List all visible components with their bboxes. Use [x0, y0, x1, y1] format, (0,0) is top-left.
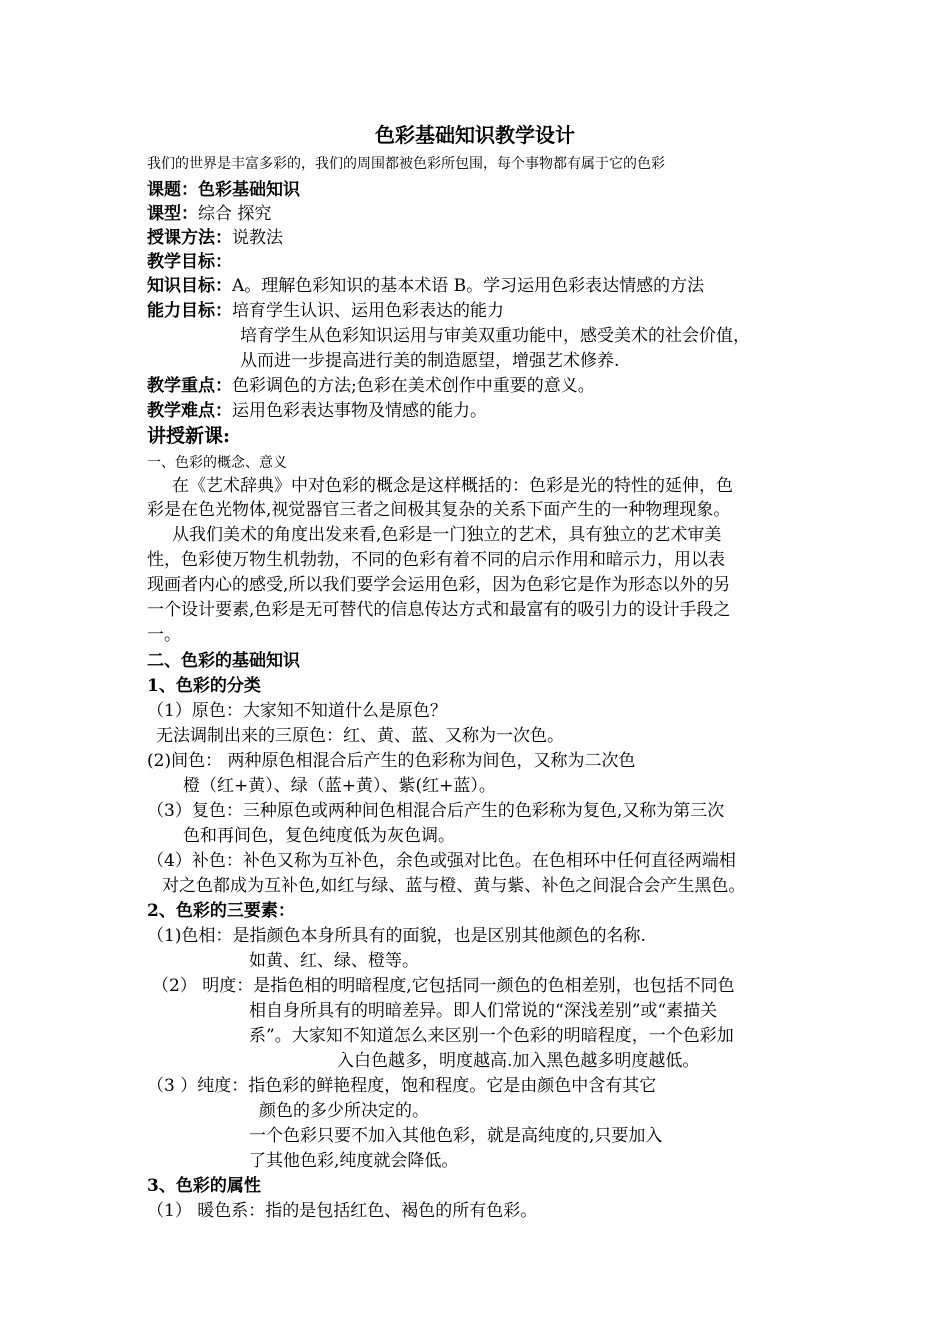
type-label: 课型： [147, 204, 198, 224]
goals-label: 教学目标： [147, 252, 232, 272]
method-value: 说教法 [232, 228, 283, 248]
course-label: 课题： [147, 180, 198, 200]
sub-1-heading: 1、色彩的分类 [147, 676, 261, 696]
para1-line-1: 在《艺术辞典》中对色彩的概念是这样概括的：色彩是光的特性的延伸，色 [172, 476, 733, 496]
knowledge-line [147, 275, 704, 297]
element-line-7: （3 ）纯度：指色彩的鲜艳程度，饱和程度。它是由颜色中含有其它 [147, 1076, 657, 1096]
course-line [147, 179, 300, 201]
difficulty-line [147, 400, 487, 422]
type-line [147, 203, 271, 225]
para2-line-3: 现画者内心的感受,所以我们要学会运用色彩，因为色彩它是作为形态以外的另 [147, 575, 731, 595]
course-value: 色彩基础知识 [198, 180, 300, 200]
class-line-8: 对之色都成为互补色,如红与绿、蓝与橙、黄与紫、补色之间混合会产生黑色。 [162, 876, 746, 896]
document-title: 色彩基础知识教学设计 [375, 123, 575, 147]
class-line-5: （3）复色：三种原色或两种间色相混合后产生的色彩称为复色,又称为第三次 [147, 801, 725, 821]
method-label: 授课方法： [147, 228, 232, 248]
attribute-line-1: （1） 暖色系：指的是包括红色、褐色的所有色彩。 [147, 1201, 538, 1221]
sub-2-heading: 2、色彩的三要素： [147, 901, 295, 921]
class-line-2: 无法调制出来的三原色：红、黄、蓝、又称为一次色。 [156, 726, 564, 746]
para1-line-2: 彩是在色光物体,视觉器官三者之间极其复杂的关系下面产生的一种物理现象。 [147, 500, 731, 520]
ability-line [147, 300, 504, 322]
section-2-heading: 二、色彩的基础知识 [147, 651, 300, 671]
class-line-7: （4）补色：补色又称为互补色，余色或强对比色。在色相环中任何直径两端相 [147, 851, 736, 871]
element-line-5: 系”。大家知不知道怎么来区别一个色彩的明暗程度，一个色彩加 [249, 1026, 734, 1046]
class-line-3: (2)间色： 两种原色相混合后产生的色彩称为间色，又称为二次色 [147, 751, 636, 771]
section-1-heading: 一、色彩的概念、意义 [147, 455, 287, 471]
element-line-8: 颜色的多少所决定的。 [259, 1101, 429, 1121]
sub-3-heading: 3、色彩的属性 [147, 1176, 261, 1196]
element-line-10: 了其他色彩,纯度就会降低。 [249, 1151, 459, 1171]
ability-label: 能力目标： [147, 301, 232, 321]
difficulty-value: 运用色彩表达事物及情感的能力。 [232, 401, 487, 421]
ability-line-3: 从而进一步提高进行美的制造愿望，增强艺术修养. [240, 351, 620, 371]
key-value: 色彩调色的方法;色彩在美术创作中重要的意义。 [232, 376, 595, 396]
para2-line-1: 从我们美术的角度出发来看,色彩是一门独立的艺术，具有独立的艺术审美 [172, 525, 722, 545]
class-line-4: 橙（红+黄）、绿（蓝+黄）、紫(红+蓝）。 [183, 776, 496, 796]
knowledge-value: A。理解色彩知识的基本术语 B。学习运用色彩表达情感的方法 [232, 276, 705, 296]
key-line [147, 375, 595, 397]
intro-text: 我们的世界是丰富多彩的，我们的周围都被色彩所包围，每个事物都有属于它的色彩 [147, 156, 665, 172]
element-line-1: （1)色相：是指颜色本身所具有的面貌，也是区别其他颜色的名称. [147, 926, 646, 946]
element-line-9: 一个色彩只要不加入其他色彩，就是高纯度的,只要加入 [249, 1126, 663, 1146]
new-lesson-heading: 讲授新课: [147, 425, 231, 447]
element-line-4: 相自身所具有的明暗差异。即人们常说的“深浅差别”或“素描关 [249, 1001, 718, 1021]
ability-line-2: 培育学生从色彩知识运用与审美双重功能中，感受美术的社会价值， [240, 326, 750, 346]
element-line-2: 如黄、红、绿、橙等。 [249, 951, 419, 971]
knowledge-label: 知识目标： [147, 276, 232, 296]
method-line [147, 227, 283, 249]
element-line-6: 入白色越多，明度越高.加入黑色越多明度越低。 [337, 1051, 700, 1071]
ability-line-1: 培育学生认识、运用色彩表达的能力 [232, 301, 504, 321]
para2-line-4: 一个设计要素,色彩是无可替代的信息传达方式和最富有的吸引力的设计手段之 [147, 600, 731, 620]
type-value: 综合 探究 [198, 204, 272, 224]
element-line-3: （2） 明度：是指色相的明暗程度,它包括同一颜色的色相差别，也包括不同色 [152, 976, 735, 996]
para2-line-2: 性，色彩使万物生机勃勃，不同的色彩有着不同的启示作用和暗示力，用以表 [147, 550, 725, 570]
class-line-1: （1）原色：大家知不知道什么是原色？ [147, 701, 447, 721]
difficulty-label: 教学难点： [147, 401, 232, 421]
key-label: 教学重点： [147, 376, 232, 396]
para2-line-5: 一。 [147, 625, 181, 645]
class-line-6: 色和再间色，复色纯度低为灰色调。 [183, 826, 455, 846]
